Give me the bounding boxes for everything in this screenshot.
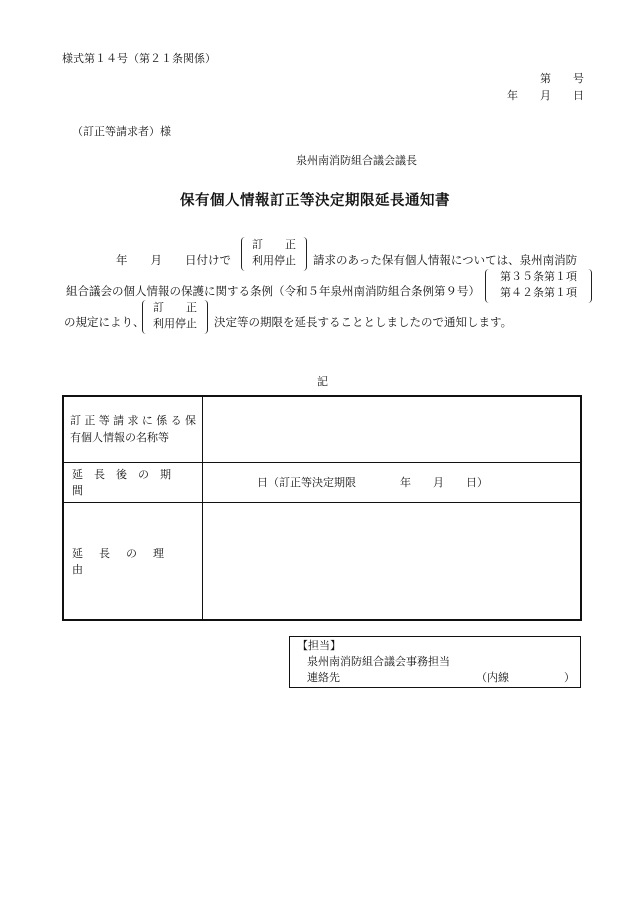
contact-tel-label: 連絡先 bbox=[307, 671, 340, 684]
sender: 泉州南消防組合議会議長 bbox=[296, 154, 417, 167]
body-line3-prefix: の規定により、 bbox=[64, 315, 145, 329]
body-line1-suffix: 請求のあった保有個人情報については、泉州南消防 bbox=[313, 253, 578, 267]
form-number: 様式第１４号（第２１条関係） bbox=[62, 52, 216, 65]
bracket2-option1: 第３５条第１項 bbox=[500, 270, 577, 283]
document-number: 第 号 bbox=[540, 72, 584, 85]
row2-value[interactable]: 日（訂正等決定期限 年 月 日） bbox=[203, 462, 582, 502]
row1-label-line1: 訂 正 等 請 求 に 係 る 保 bbox=[70, 414, 196, 428]
body-line1-prefix: 年 月 日付けで bbox=[116, 253, 231, 267]
contact-department: 泉州南消防組合議会事務担当 bbox=[307, 655, 450, 668]
bracket3-option1: 訂 正 bbox=[153, 301, 197, 314]
bracket1-option1: 訂 正 bbox=[252, 238, 296, 251]
contact-extension: （内線 ） bbox=[476, 671, 575, 684]
notice-table bbox=[62, 395, 582, 621]
ki-heading: 記 bbox=[317, 375, 328, 388]
table-row-reason bbox=[63, 502, 581, 620]
contact-heading: 【担当】 bbox=[297, 639, 341, 652]
table-row-info-name bbox=[63, 396, 581, 462]
document-title: 保有個人情報訂正等決定期限延長通知書 bbox=[180, 192, 450, 209]
row3-value[interactable] bbox=[203, 502, 582, 620]
row2-label: 延長後の期間 bbox=[72, 468, 182, 497]
recipient: （訂正等請求者）様 bbox=[72, 125, 171, 138]
bracket3-option2: 利用停止 bbox=[153, 317, 197, 330]
row1-value[interactable] bbox=[203, 396, 582, 462]
document-date: 年 月 日 bbox=[507, 89, 584, 102]
row1-label bbox=[63, 396, 203, 462]
contact-box bbox=[289, 636, 581, 688]
bracket1-option2: 利用停止 bbox=[252, 254, 296, 267]
body-line3-suffix: 決定等の期限を延長することとしましたので通知します。 bbox=[214, 315, 513, 329]
bracket-correction-stop-2 bbox=[142, 300, 208, 334]
bracket-correction-stop-1 bbox=[241, 237, 307, 271]
body-line2-prefix: 組合議会の個人情報の保護に関する条例（令和５年泉州南消防組合条例第９号） bbox=[66, 284, 480, 298]
bracket2-option2: 第４２条第１項 bbox=[500, 286, 577, 299]
bracket-article bbox=[485, 269, 592, 303]
table-row-period bbox=[63, 462, 581, 502]
row3-label: 延長の理由 bbox=[72, 546, 180, 576]
row1-label-line2: 有個人情報の名称等 bbox=[70, 431, 169, 445]
